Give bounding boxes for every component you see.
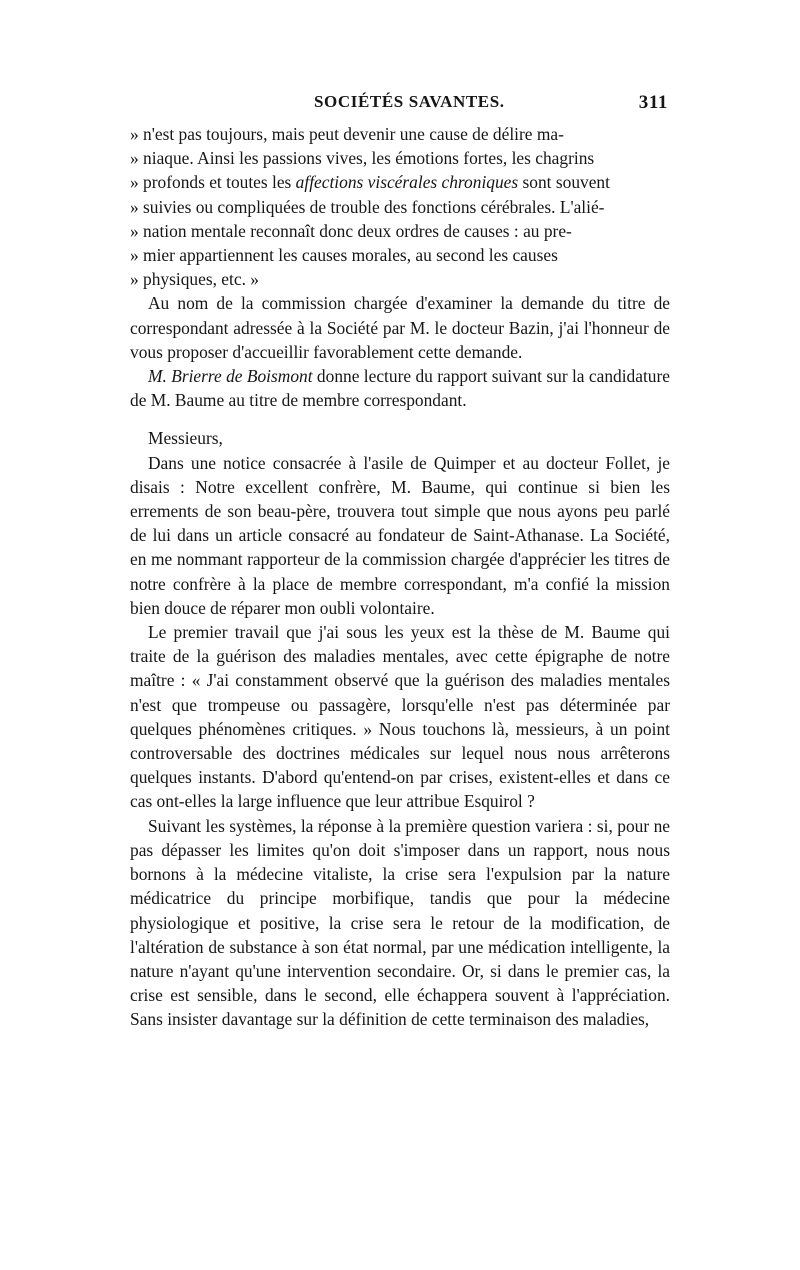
quote-line: » physiques, etc. »: [130, 269, 259, 290]
author-name: M. Brierre de Boismont: [148, 366, 313, 387]
quote-line: [130, 170, 670, 194]
quote-fragment: » profonds et toutes les: [130, 172, 296, 193]
quote-line: » mier appartiennent les causes morales, au second les causes: [130, 245, 558, 266]
paragraph-notice: Dans une notice consacrée à l'asile de Quimper et au docteur Follet, je disais : Notre excellent confrère, M. Baume, qui continue si bien les errements de son beau-père, trouvera tout simple que nous ayons peu parlé de lui dans un article consacré au fondateur de Saint-Athanase. La Société, en me nommant rapporteur de la commission chargée d'apprécier les titres de notre confrère à la place de membre correspondant, m'a confié la mission bien douce de réparer mon oubli volontaire.: [130, 452, 670, 618]
quote-line: » nation mentale reconnaît donc deux ordres de causes : au pre-: [130, 220, 572, 241]
header-title: SOCIÉTÉS SAVANTES.: [314, 92, 505, 111]
spacer: [130, 412, 670, 426]
paragraph-text: donne lecture du rapport suivant sur la candidature de M. Baume au titre de membre correspondant.: [130, 366, 670, 411]
quote-italic-phrase: affections viscérales chroniques: [295, 172, 519, 193]
page-number: 311: [638, 92, 668, 113]
quote-line: » suivies ou compliquées de trouble des fonctions cérébrales. L'alié-: [130, 196, 605, 217]
page-body: [130, 122, 670, 1032]
paragraph-rapport-intro: [130, 364, 670, 412]
paragraph-commission: Au nom de la commission chargée d'examiner la demande du titre de correspondant adressée à la Société par M. le docteur Bazin, j'ai l'honneur de vous proposer d'accueillir favorablement cette demande.: [130, 293, 670, 362]
salutation: Messieurs,: [148, 428, 223, 449]
paragraph-systemes: Suivant les systèmes, la réponse à la première question variera : si, pour ne pas dépasser les limites qu'on doit s'imposer dans un rapport, nous nous bornons à la médecine vitaliste, la crise sera l'expulsion par la nature médicatrice du principe morbifique, tandis que pour la médecine physiologique et positive, la crise sera le retour de la modification, de l'altération de substance à son état normal, par une médication intelligente, la nature n'ayant qu'une intervention secondaire. Or, si dans le premier cas, la crise est sensible, dans le second, elle échappera souvent à l'appréciation. Sans insister davantage sur la définition de cette terminaison des maladies,: [130, 815, 670, 1030]
paragraph-these: Le premier travail que j'ai sous les yeux est la thèse de M. Baume qui traite de la guérison des maladies mentales, avec cette épigraphe de notre maître : « J'ai constamment observé que la guérison des maladies mentales n'est que trompeuse ou passagère, lorsqu'elle n'est pas déterminée par quelques phénomènes critiques. » Nous touchons là, messieurs, à un point controversable des doctrines médicales sur lequel nous nous arrêterons quelques instants. D'abord qu'entend-on par crises, existent-elles et dans ce cas ont-elles la large influence que leur attribue Esquirol ?: [130, 622, 670, 812]
quote-fragment: sont souvent: [518, 172, 610, 193]
quote-line: » n'est pas toujours, mais peut devenir une cause de délire ma-: [130, 124, 564, 144]
quote-line: » niaque. Ainsi les passions vives, les émotions fortes, les chagrins: [130, 148, 595, 169]
quotation-block: [130, 122, 670, 291]
